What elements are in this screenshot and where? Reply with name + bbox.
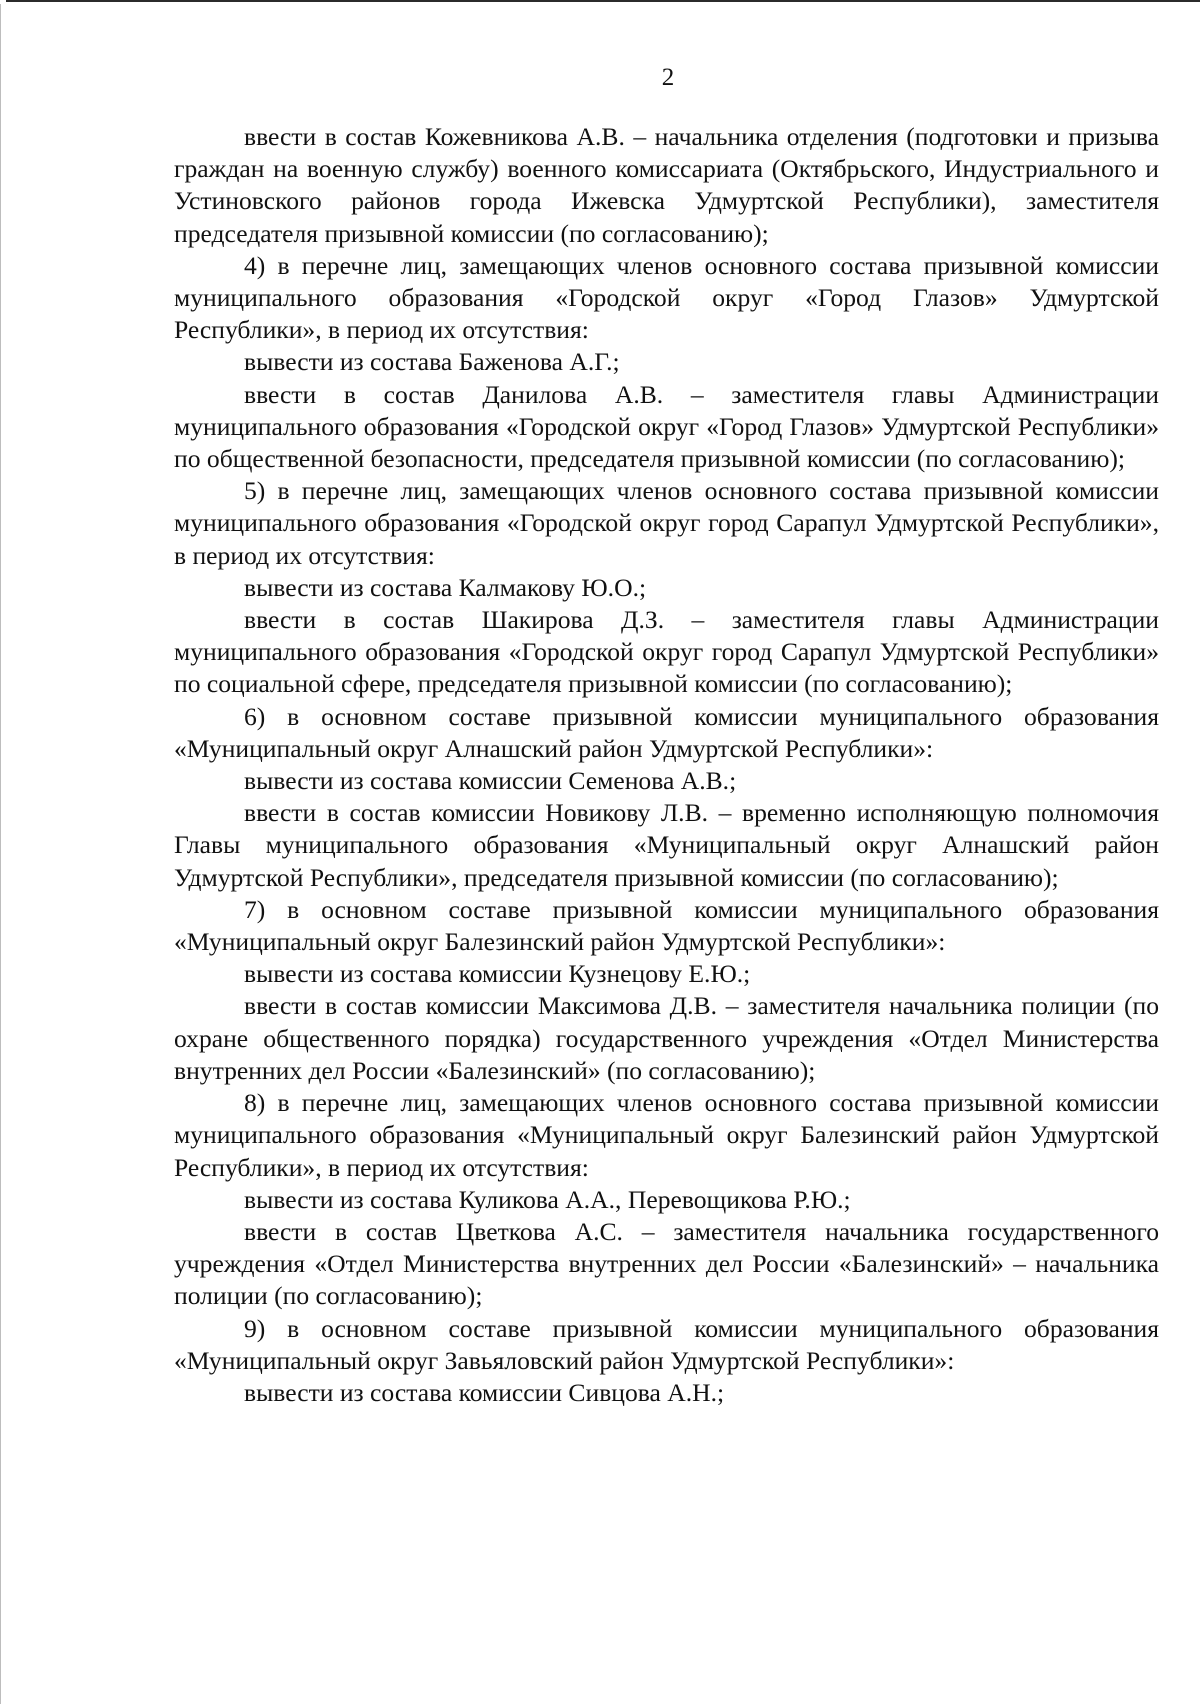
- scan-edge-left: [0, 4, 1, 1704]
- paragraph: ввести в состав комиссии Максимова Д.В. – заместителя начальника полиции (по охране общественного порядка) государственного учреждения «Отдел Министерства внутренних дел России «Балезинский» (по согласованию);: [174, 991, 1159, 1085]
- paragraph: ввести в состав Цветкова А.С. – заместителя начальника государственного учреждения «Отдел Министерства внутренних дел России «Балезинский» – начальника полиции (по согласованию);: [174, 1216, 1159, 1311]
- paragraph: вывести из состава комиссии Сивцова А.Н.;: [244, 1377, 725, 1407]
- paragraph: 6) в основном составе призывной комиссии муниципального образования «Муниципальный округ Алнашский район Удмуртской Республики»:: [174, 701, 1159, 763]
- paragraph: 9) в основном составе призывной комиссии муниципального образования «Муниципальный округ Завьяловский район Удмуртской Республики»:: [174, 1313, 1159, 1375]
- paragraph: ввести в состав Кожевникова А.В. – начальника отделения (подготовки и призыва граждан на военную службу) военного комиссариата (Октябрьского, Индустриального и Устиновского районов города Ижевска Удмуртской Республики), заместителя председателя призывной комиссии (по согласованию);: [174, 122, 1159, 248]
- paragraph: вывести из состава Калмакову Ю.О.;: [244, 572, 647, 602]
- paragraph: 8) в перечне лиц, замещающих членов основного состава призывной комиссии муниципального образования «Муниципальный округ Балезинский район Удмуртской Республики», в период их отсутствия:: [174, 1088, 1159, 1182]
- paragraph: ввести в состав Данилова А.В. – заместителя главы Администрации муниципального образования «Городской округ «Город Глазов» Удмуртской Республики» по общественной безопасности, председателя призывной комиссии (по согласованию);: [174, 379, 1159, 474]
- paragraph: 7) в основном составе призывной комиссии муниципального образования «Муниципальный округ Балезинский район Удмуртской Республики»:: [174, 894, 1159, 957]
- paragraph: ввести в состав Шакирова Д.З. – заместителя главы Администрации муниципального образования «Городской округ город Сарапул Удмуртской Республики» по социальной сфере, председателя призывной комиссии (по согласованию);: [174, 605, 1159, 699]
- paragraph: вывести из состава Баженова А.Г.;: [244, 347, 620, 377]
- page-number: 2: [661, 64, 675, 91]
- paragraph: вывести из состава комиссии Кузнецову Е.Ю.;: [244, 959, 751, 989]
- paragraph: 5) в перечне лиц, замещающих членов основного состава призывной комиссии муниципального образования «Городской округ город Сарапул Удмуртской Республики», в период их отсутствия:: [174, 476, 1159, 570]
- paragraph: вывести из состава Куликова А.А., Перевощикова Р.Ю.;: [244, 1184, 851, 1214]
- paragraph: ввести в состав комиссии Новикову Л.В. – временно исполняющую полномочия Главы муниципального образования «Муниципальный округ Алнашский район Удмуртской Республики», председателя призывной комиссии (по согласованию);: [174, 798, 1159, 892]
- scan-edge-top: [6, 0, 1200, 2]
- document-body: [174, 121, 1159, 1409]
- paragraph: 4) в перечне лиц, замещающих членов основного состава призывной комиссии муниципального образования «Городской округ «Город Глазов» Удмуртской Республики», в период их отсутствия:: [174, 250, 1159, 345]
- paragraph: вывести из состава комиссии Семенова А.В.;: [244, 766, 737, 796]
